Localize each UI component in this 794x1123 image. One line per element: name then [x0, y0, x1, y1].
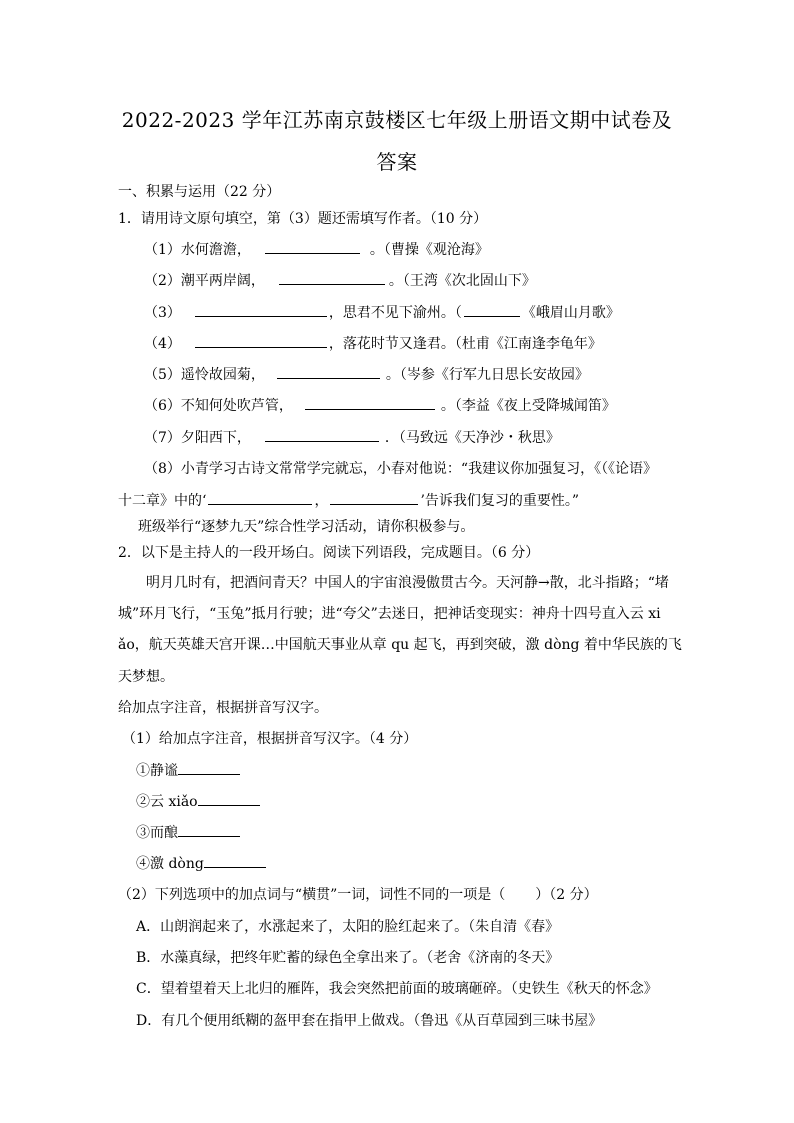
q1-item-4 — [144, 333, 602, 353]
option-b: B．水藻真绿，把终年贮蓄的绿色全拿出来了。（老舍《济南的冬天》 — [136, 950, 560, 966]
q1-item-5 — [144, 364, 589, 384]
q1-item-5-source: 。（岑参《行军九日思长安故园》 — [385, 367, 589, 383]
q1-item-2-source: 。（王湾《次北固山下》 — [388, 273, 536, 289]
question-1-stem: 1．请用诗文原句填空，第（3）题还需填写作者。（10 分） — [118, 211, 488, 227]
option-c: C．望着望着天上北归的雁阵，我会突然把前面的玻璃砸碎。（史铁生《秋天的怀念》 — [136, 981, 658, 997]
pinyin-item-2-label: ②云 xiǎo — [136, 794, 198, 810]
passage-line-1: 明月几时有，把酒问青天？中国人的宇宙浪漫傲贯古今。天河静→散，北斗指路；“堵 — [146, 575, 669, 591]
q1-item-7-lead: （7）夕阳西下， — [144, 430, 251, 446]
answer-blank[interactable] — [265, 240, 360, 254]
q1-item-8-lead: 十二章》中的‘ — [118, 493, 207, 509]
document-title-line1: 2022-2023 学年江苏南京鼓楼区七年级上册语文期中试卷及 — [121, 108, 673, 132]
q1-item-1 — [144, 239, 489, 259]
pinyin-item-3 — [136, 822, 242, 842]
answer-blank[interactable] — [195, 334, 327, 348]
answer-blank[interactable] — [178, 823, 240, 837]
answer-blank[interactable] — [305, 396, 435, 410]
answer-blank[interactable] — [198, 792, 260, 806]
q1-item-6 — [144, 395, 616, 415]
passage-line-2: 城”环月飞行，“玉兔”抵月行驶；进“夸父”去迷日，把神话变现实：神舟十四号直入云 xi — [118, 606, 661, 622]
sub-question-2 — [118, 884, 598, 904]
q1-item-2-lead: （2）潮平两岸阔， — [144, 273, 265, 289]
option-d: D．有几个便用纸糊的盔甲套在指甲上做戏。（鲁迅《从百草园到三味书屋》 — [136, 1013, 603, 1029]
passage-line-4: 天梦想。 — [118, 669, 174, 685]
q1-item-7 — [144, 427, 560, 447]
q1-item-4-lead: （4） — [144, 336, 181, 352]
answer-blank[interactable] — [265, 428, 379, 442]
answer-blank[interactable] — [195, 303, 327, 317]
answer-blank[interactable] — [204, 854, 266, 868]
pinyin-item-1 — [136, 760, 242, 780]
q1-item-1-lead: （1）水何澹澹， — [144, 242, 251, 258]
q1-item-1-source: 。（曹操《观沧海》 — [369, 242, 489, 258]
document-title-line2: 答案 — [376, 150, 418, 174]
q1-item-2 — [144, 270, 536, 290]
q1-item-4-source: ，落花时节又逢君。（杜甫《江南逢李龟年》 — [328, 336, 602, 352]
answer-blank[interactable] — [208, 491, 312, 505]
author-blank[interactable] — [464, 303, 520, 317]
sub-question-2-stem: （2）下列选项中的加点词与“横贯”一词，词性不同的一项是（ — [118, 887, 506, 903]
q1-item-8-line1: （8）小青学习古诗文常常学完就忘，小春对他说：“我建议你加强复习，《（《论语》 — [144, 461, 658, 477]
answer-blank[interactable] — [277, 365, 380, 379]
answer-blank[interactable] — [330, 491, 418, 505]
q1-item-8-comma: ， — [314, 493, 329, 509]
q1-item-3-lead: （3） — [144, 305, 181, 321]
option-a: A．山朗润起来了，水涨起来了，太阳的脸红起来了。（朱自清《春》 — [136, 919, 560, 935]
answer-blank[interactable] — [279, 271, 385, 285]
question-2-stem: 2．以下是主持人的一段开场白。阅读下列语段，完成题目。（6 分） — [118, 545, 540, 561]
q1-item-6-lead: （6）不知何处吹芦管， — [144, 398, 293, 414]
q1-item-8-line2 — [118, 490, 579, 510]
pinyin-item-4 — [136, 853, 268, 873]
pinyin-item-4-label: ④激 dòng — [136, 856, 204, 872]
q1-item-3-source: 《峨眉山月歌》 — [521, 305, 620, 321]
passage-instruction: 给加点字注音，根据拼音写汉字。 — [118, 700, 328, 716]
sub-question-1: （1）给加点字注音，根据拼音写汉字。（4 分） — [122, 731, 418, 747]
section-heading: 一、积累与运用（22 分） — [118, 184, 281, 200]
pinyin-item-2 — [136, 791, 262, 811]
pinyin-item-1-label: ①静谧 — [136, 763, 178, 779]
passage-line-3: ǎo，航天英雄天宫开课…中国航天事业从章 qu 起飞，再到突破，激 dòng 着中华民族的飞 — [118, 637, 682, 653]
q1-item-7-source: ．（马致远《天净沙・秋思》 — [384, 430, 560, 446]
q1-item-6-source: 。（李益《夜上受降城闻笛》 — [440, 398, 616, 414]
answer-blank[interactable] — [178, 761, 240, 775]
q1-item-3 — [144, 302, 620, 322]
q1-item-5-lead: （5）遥怜故园菊， — [144, 367, 265, 383]
q1-item-3-mid: ，思君不见下渝州。（ — [328, 305, 462, 321]
activity-intro: 班级举行“逐梦九天”综合性学习活动，请你积极参与。 — [138, 519, 475, 535]
q1-item-8-tail: ’告诉我们复习的重要性。” — [420, 493, 580, 509]
pinyin-item-3-label: ③而酿 — [136, 825, 178, 841]
sub-question-2-points: ）（2 分） — [535, 887, 598, 903]
